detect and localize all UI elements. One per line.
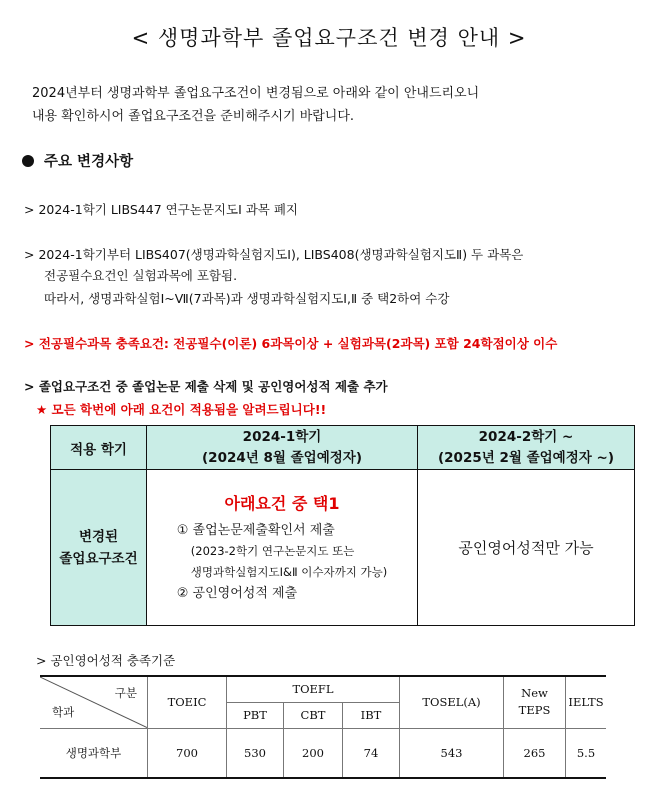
intro-line-2: 내용 확인하시어 졸업요구조건을 준비해주시기 바랍니다.: [32, 109, 355, 124]
header-new-teps-line-1: New: [521, 686, 548, 701]
corner-label-department: 학과: [52, 704, 75, 719]
cell-new-teps: 265: [504, 728, 566, 778]
change-item-1: > 2024-1학기 LIBS447 연구논문지도Ⅰ 과목 폐지: [24, 202, 299, 217]
header-2024-1: [147, 426, 418, 470]
header-2024-2-line-2: (2025년 2월 졸업예정자 ~): [437, 449, 614, 466]
change-item-2-line-3: 따라서, 생명과학실험Ⅰ~Ⅶ(7과목)과 생명과학실험지도Ⅰ,Ⅱ 중 택2하여 수강: [44, 291, 450, 306]
header-2024-1-line-2: (2024년 8월 졸업예정자): [202, 449, 362, 466]
cell-department: 생명과학부: [40, 728, 148, 778]
intro-line-1: 2024년부터 생명과학부 졸업요구조건이 변경됨으로 아래와 같이 안내드리오니: [32, 86, 480, 101]
bullet-icon: [22, 155, 34, 167]
header-2024-2: [418, 426, 635, 470]
section-heading-text: 주요 변경사항: [44, 154, 134, 170]
header-ielts: IELTS: [566, 676, 607, 728]
row-label-line-2: 졸업요구조건: [59, 550, 138, 567]
cell-ibt: 74: [343, 728, 400, 778]
header-applied-term: 적용 학기: [51, 426, 147, 470]
section-heading: [22, 150, 133, 171]
option-1: ① 졸업논문제출확인서 제출: [176, 523, 335, 538]
header-cbt: CBT: [284, 702, 343, 728]
cell-toeic: 700: [148, 728, 227, 778]
cell-cbt: 200: [284, 728, 343, 778]
cell-2024-2-requirement: 공인영어성적만 가능: [418, 470, 635, 626]
header-ibt: IBT: [343, 702, 400, 728]
header-toeic: TOEIC: [148, 676, 227, 728]
header-toefl: TOEFL: [227, 676, 400, 702]
change-item-2-line-2: 전공필수요건인 실험과목에 포함됨.: [44, 268, 238, 283]
header-pbt: PBT: [227, 702, 284, 728]
cell-2024-1-options: [147, 470, 418, 626]
change-item-3: > 전공필수과목 충족요건: 전공필수(이론) 6과목이상 + 실험과목(2과목) 포함 24학점이상 이수: [24, 336, 558, 351]
score-section-heading: > 공인영어성적 충족기준: [36, 653, 176, 668]
corner-label-category: 구분: [114, 686, 137, 700]
header-2024-1-line-1: 2024-1학기: [242, 428, 322, 445]
corner-cell: [40, 676, 148, 728]
change-item-2: > 2024-1학기부터 LIBS407(생명과학실험지도Ⅰ), LIBS408(생명과학실험지도Ⅱ) 두 과목은: [24, 247, 524, 262]
cell-ielts: 5.5: [566, 728, 607, 778]
english-score-table: [40, 675, 606, 779]
page-title: < 생명과학부 졸업요구조건 변경 안내 >: [131, 26, 527, 50]
option-1-note-line-2: 생명과학실험지도Ⅰ&Ⅱ 이수자까지 가능): [190, 565, 388, 579]
option-title: 아래요건 중 택1: [224, 494, 340, 513]
row-label-line-1: 변경된: [78, 528, 119, 545]
requirements-table: [50, 425, 635, 626]
row-label-changed-requirements: [51, 470, 147, 626]
change-item-4-note: ★ 모든 학번에 아래 요건이 적용됨을 알려드립니다!!: [36, 402, 327, 417]
cell-pbt: 530: [227, 728, 284, 778]
header-tosel: TOSEL(A): [400, 676, 504, 728]
header-new-teps-line-2: TEPS: [518, 703, 551, 718]
cell-tosel: 543: [400, 728, 504, 778]
option-2: ② 공인영어성적 제출: [176, 586, 298, 601]
option-1-note-line-1: (2023-2학기 연구논문지도 또는: [190, 544, 355, 558]
header-2024-2-line-1: 2024-2학기 ~: [478, 428, 574, 445]
header-new-teps: [504, 676, 566, 728]
change-item-4: > 졸업요구조건 중 졸업논문 제출 삭제 및 공인영어성적 제출 추가: [24, 379, 388, 394]
